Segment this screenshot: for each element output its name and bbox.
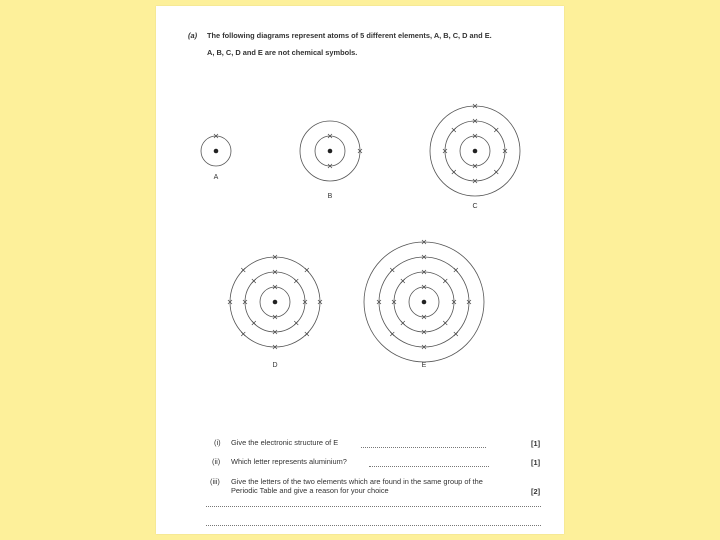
atom-b-electron: × xyxy=(356,146,364,156)
atom-d-electron: × xyxy=(250,276,258,286)
question-intro: The following diagrams represent atoms of 5 different elements, A, B, C, D and E. xyxy=(207,31,492,40)
atom-e-electron: × xyxy=(441,276,449,286)
atom-c-electron: × xyxy=(492,125,500,135)
atom-d-electron: × xyxy=(226,297,234,307)
atom-e-electron: × xyxy=(420,252,428,262)
atom-label-b: B xyxy=(327,193,333,200)
atom-d-electron: × xyxy=(271,327,279,337)
atom-label-e: E xyxy=(421,362,427,369)
subq-iii-number: (iii) xyxy=(210,477,220,486)
atom-c-electron: × xyxy=(450,167,458,177)
subq-iii-text-2: Periodic Table and give a reason for your choice xyxy=(231,486,389,495)
atom-b-nucleus xyxy=(328,149,333,154)
atom-e-electron: × xyxy=(420,282,428,292)
subq-iii-answer-line-1[interactable] xyxy=(206,506,541,507)
atom-label-c: C xyxy=(472,203,478,210)
question-note: A, B, C, D and E are not chemical symbols. xyxy=(207,48,358,57)
atom-d-electron: × xyxy=(301,297,309,307)
atom-b-electron: × xyxy=(326,131,334,141)
atom-c-nucleus xyxy=(473,149,478,154)
atom-a-electron: × xyxy=(212,131,220,141)
atom-e-electron: × xyxy=(375,297,383,307)
atom-e-electron: × xyxy=(450,297,458,307)
subq-iii-marks: [2] xyxy=(531,487,541,496)
atom-diagrams xyxy=(156,6,564,534)
atom-c-electron: × xyxy=(441,146,449,156)
atom-e-electron: × xyxy=(399,276,407,286)
atom-e-electron: × xyxy=(465,297,473,307)
subq-ii-number: (ii) xyxy=(212,457,221,466)
subq-ii-marks: [1] xyxy=(531,458,541,467)
atom-e-electron: × xyxy=(452,265,460,275)
atom-e-electron: × xyxy=(390,297,398,307)
subq-ii-answer-line[interactable] xyxy=(369,466,489,467)
atom-c-electron: × xyxy=(501,146,509,156)
atom-e-electron: × xyxy=(420,267,428,277)
atom-c-electron: × xyxy=(471,131,479,141)
atom-d-electron: × xyxy=(303,329,311,339)
atom-d-electron: × xyxy=(303,265,311,275)
subq-iii-text: Give the letters of the two elements which are found in the same group of the xyxy=(231,477,483,486)
atom-e-electron: × xyxy=(399,318,407,328)
atom-e-electron: × xyxy=(420,312,428,322)
atom-c-electron: × xyxy=(450,125,458,135)
atom-c-electron: × xyxy=(471,161,479,171)
question-part-label: (a) xyxy=(188,31,198,40)
atom-d-electron: × xyxy=(239,265,247,275)
atom-label-a: A xyxy=(213,174,219,181)
atom-e-electron: × xyxy=(420,327,428,337)
atom-b-electron: × xyxy=(326,161,334,171)
atom-c-electron: × xyxy=(471,116,479,126)
atom-d-electron: × xyxy=(292,276,300,286)
atom-c-electron: × xyxy=(471,101,479,111)
atom-d-electron: × xyxy=(271,342,279,352)
subq-i-number: (i) xyxy=(214,438,221,447)
atom-d-electron: × xyxy=(250,318,258,328)
atom-label-d: D xyxy=(272,362,278,369)
atom-e-electron: × xyxy=(420,342,428,352)
atom-e-electron: × xyxy=(441,318,449,328)
subq-iii-answer-line-2[interactable] xyxy=(206,525,541,526)
atom-c-electron: × xyxy=(492,167,500,177)
atom-d-electron: × xyxy=(271,267,279,277)
atom-d-electron: × xyxy=(316,297,324,307)
subq-ii-text: Which letter represents aluminium? xyxy=(231,457,347,466)
atom-e-electron: × xyxy=(420,237,428,247)
atom-d-electron: × xyxy=(271,282,279,292)
atom-d-electron: × xyxy=(292,318,300,328)
atom-e-electron: × xyxy=(388,329,396,339)
atom-e-nucleus xyxy=(422,300,427,305)
atom-a-nucleus xyxy=(214,149,219,154)
subq-i-marks: [1] xyxy=(531,439,541,448)
atom-e-electron: × xyxy=(452,329,460,339)
atom-e-electron: × xyxy=(388,265,396,275)
atom-d-electron: × xyxy=(241,297,249,307)
subq-i-answer-line[interactable] xyxy=(361,447,486,448)
subq-i-text: Give the electronic structure of E xyxy=(231,438,339,447)
atom-d-electron: × xyxy=(239,329,247,339)
exam-page xyxy=(156,6,564,534)
atom-d-electron: × xyxy=(271,252,279,262)
atom-d-nucleus xyxy=(273,300,278,305)
atom-c-electron: × xyxy=(471,176,479,186)
atom-d-electron: × xyxy=(271,312,279,322)
